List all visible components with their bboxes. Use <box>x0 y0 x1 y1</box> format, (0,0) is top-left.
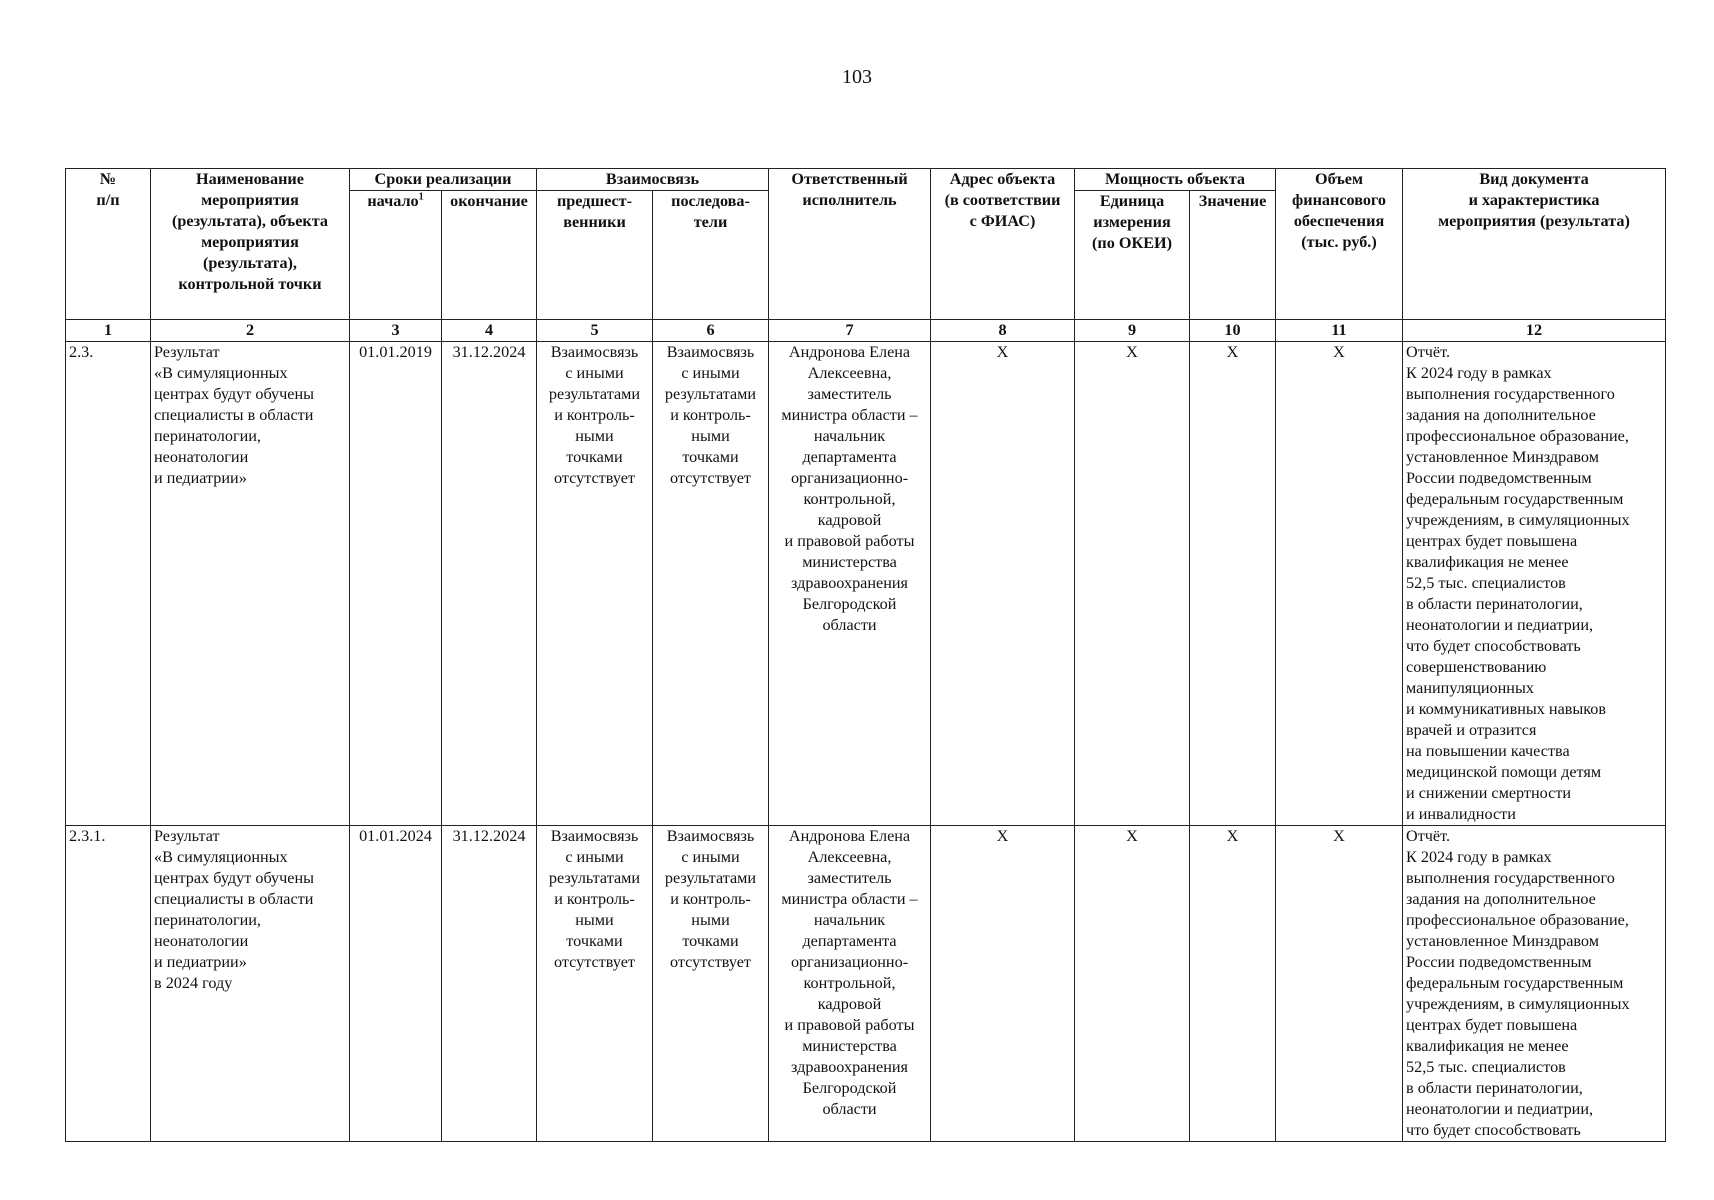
row-start: 01.01.2024 <box>350 826 442 1142</box>
header-start <box>350 191 442 320</box>
header-dates-group: Сроки реализации <box>350 169 537 191</box>
row-end: 31.12.2024 <box>442 342 537 826</box>
row-value: X <box>1190 342 1276 826</box>
header-end: окончание <box>442 191 537 320</box>
column-number: 11 <box>1276 320 1403 342</box>
column-number: 8 <box>931 320 1075 342</box>
row-predecessors: Взаимосвязь с иными результатами и контроль- ными точками отсутствует <box>537 342 653 826</box>
row-doc: Отчёт. К 2024 году в рамках выполнения государственного задания на дополнительное профессиональное образование, установленное Минздравом России подведомственным федеральным государственным учреждениям, в симуляционных центрах будет повышена квалификация не менее 52,5 тыс. специалистов в области перинатологии, неонатологии и педиатрии, что будет способствовать <box>1403 826 1666 1142</box>
row-predecessors: Взаимосвязь с иными результатами и контроль- ными точками отсутствует <box>537 826 653 1142</box>
row-doc: Отчёт. К 2024 году в рамках выполнения государственного задания на дополнительное профессиональное образование, установленное Минздравом России подведомственным федеральным государственным учреждениям, в симуляционных центрах будет повышена квалификация не менее 52,5 тыс. специалистов в области перинатологии, неонатологии и педиатрии, что будет способствовать совершенствованию манипуляционных и коммуникативных навыков врачей и отразится на повышении качества медицинской помощи детям и снижении смертности и инвалидности <box>1403 342 1666 826</box>
header-name: Наименование мероприятия (результата), объекта мероприятия (результата), контрольной точки <box>151 169 350 320</box>
plan-table <box>65 168 1666 1142</box>
table-row <box>66 826 1666 1142</box>
header-volume: Объем финансового обеспечения (тыс. руб.) <box>1276 169 1403 320</box>
column-number: 6 <box>653 320 769 342</box>
row-unit: X <box>1075 342 1190 826</box>
row-successors: Взаимосвязь с иными результатами и контроль- ными точками отсутствует <box>653 826 769 1142</box>
row-name: Результат «В симуляционных центрах будут обучены специалисты в области перинатологии, неонатологии и педиатрии» <box>151 342 350 826</box>
row-num: 2.3. <box>66 342 151 826</box>
column-number: 1 <box>66 320 151 342</box>
header-value: Значение <box>1190 191 1276 320</box>
row-address: X <box>931 342 1075 826</box>
column-number: 2 <box>151 320 350 342</box>
footnote-mark: 1 <box>418 191 424 203</box>
row-value: X <box>1190 826 1276 1142</box>
header-unit: Единица измерения (по ОКЕИ) <box>1075 191 1190 320</box>
header-responsible: Ответственный исполнитель <box>769 169 931 320</box>
header-row <box>66 169 1666 191</box>
row-unit: X <box>1075 826 1190 1142</box>
column-number: 10 <box>1190 320 1276 342</box>
row-address: X <box>931 826 1075 1142</box>
row-num: 2.3.1. <box>66 826 151 1142</box>
page-number: 103 <box>842 66 872 88</box>
header-predecessors: предшест- венники <box>537 191 653 320</box>
row-name: Результат «В симуляционных центрах будут обучены специалисты в области перинатологии, неонатологии и педиатрии» в 2024 году <box>151 826 350 1142</box>
row-responsible: Андронова Елена Алексеевна, заместитель министра области – начальник департамента организационно- контрольной, кадровой и правовой работы министерства здравоохранения Белгородской области <box>769 342 931 826</box>
row-start: 01.01.2019 <box>350 342 442 826</box>
header-relation-group: Взаимосвязь <box>537 169 769 191</box>
header-successors: последова- тели <box>653 191 769 320</box>
row-successors: Взаимосвязь с иными результатами и контроль- ными точками отсутствует <box>653 342 769 826</box>
row-end: 31.12.2024 <box>442 826 537 1142</box>
header-capacity-group: Мощность объекта <box>1075 169 1276 191</box>
row-volume: X <box>1276 342 1403 826</box>
column-number: 9 <box>1075 320 1190 342</box>
column-number: 7 <box>769 320 931 342</box>
column-number: 3 <box>350 320 442 342</box>
header-num: № п/п <box>66 169 151 320</box>
column-numbers-row <box>66 320 1666 342</box>
header-address: Адрес объекта (в соответствии с ФИАС) <box>931 169 1075 320</box>
row-responsible: Андронова Елена Алексеевна, заместитель министра области – начальник департамента организационно- контрольной, кадровой и правовой работы министерства здравоохранения Белгородской области <box>769 826 931 1142</box>
row-volume: X <box>1276 826 1403 1142</box>
column-number: 4 <box>442 320 537 342</box>
header-start-label: начало <box>367 192 419 210</box>
header-doc-type: Вид документа и характеристика мероприятия (результата) <box>1403 169 1666 320</box>
column-number: 5 <box>537 320 653 342</box>
table-row <box>66 342 1666 826</box>
column-number: 12 <box>1403 320 1666 342</box>
